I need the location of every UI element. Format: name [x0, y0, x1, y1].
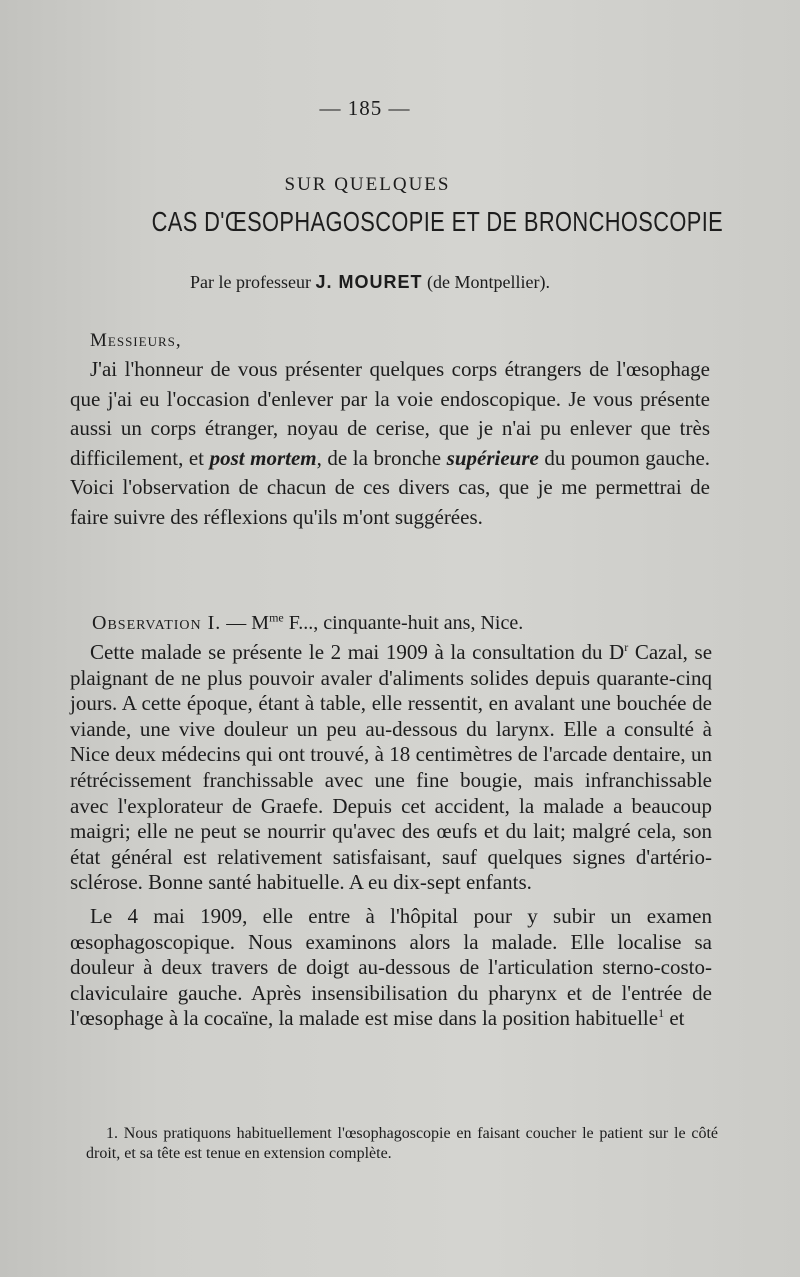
- intro-emphasis-post-mortem: post mortem: [209, 445, 317, 470]
- observation-heading: [92, 612, 523, 635]
- intro-text-3: du poumon gauche. Voici l'observation de chacun de ces divers cas, que je me permettrai de faire suivre des réflexions qu'ils m'ont suggérées.: [70, 445, 711, 529]
- intro-paragraph: [70, 355, 710, 532]
- intro-text-1: J'ai l'honneur de vous présenter quelques corps étrangers de l'œsophage que j'ai eu l'occasion d'enlever par la voie endoscopique. Je vous présente aussi un corps étranger, noyau de cerise, que je n'ai pu enlever que très difficilement, et: [70, 357, 710, 470]
- article-title: CAS D'ŒSOPHAGOSCOPIE ET DE BRONCHOSCOPIE: [151, 206, 724, 237]
- byline-suffix: (de Montpellier).: [427, 272, 550, 292]
- salutation: Messieurs,: [90, 330, 182, 351]
- article-kicker: SUR QUELQUES: [284, 174, 451, 195]
- footnote: [86, 1124, 718, 1164]
- obs-p1-sup: r: [624, 640, 629, 654]
- footnote-text: 1. Nous pratiquons habituellement l'œsophagoscopie en faisant coucher le patient sur le côté droit, et sa tête est tenue en extension complète.: [86, 1125, 718, 1162]
- observation-label: Observation I.: [92, 612, 222, 634]
- byline-prefix: Par le professeur: [190, 272, 311, 292]
- observation-paragraph-1: [70, 640, 712, 896]
- page-number: — 185 —: [319, 96, 411, 120]
- intro-emphasis-superieure: supérieure: [446, 445, 539, 470]
- obs-p2-text-1: Le 4 mai 1909, elle entre à l'hôpital pour y subir un examen œsophagoscopique. Nous examinons alors la malade. Elle localise sa douleur à deux travers de doigt au-dessous de l'articulation sterno-costo-claviculaire gauche. Après insensibilisation du pharynx et de l'entrée de l'œsophage à la cocaïne, la malade est mise dans la position habituelle: [70, 903, 712, 1031]
- patient-description: F..., cinquante-huit ans, Nice.: [288, 612, 524, 634]
- intro-text-2: , de la bronche: [316, 445, 442, 470]
- obs-p2-text-2: et: [669, 1006, 685, 1031]
- observation-body: [70, 640, 712, 1032]
- patient-sup: me: [269, 610, 284, 625]
- obs-p1-text-1: Cette malade se présente le 2 mai 1909 à la consultation du D: [90, 640, 625, 664]
- byline: [0, 272, 740, 293]
- observation-dash: —: [226, 612, 247, 634]
- footnote-marker: 1: [658, 1006, 665, 1021]
- author-name: J. MOURET: [315, 272, 423, 292]
- observation-paragraph-2: [70, 904, 712, 1032]
- obs-p1-text-2: Cazal, se plaignant de ne plus pouvoir avaler d'aliments solides depuis quarante-cinq jours. A cette époque, étant à table, elle ressentit, en avalant une bouchée de viande, une vive douleur un peu au-dessous du larynx. Elle a consulté à Nice deux médecins qui ont trouvé, à 18 centimètres de l'arcade dentaire, un rétrécissement franchissable avec une fine bougie, mais infranchissable avec l'explorateur de Graefe. Depuis cet accident, la malade a beaucoup maigri; elle ne peut se nourrir qu'avec des œufs et du lait; malgré cela, son état général est relativement satisfaisant, sauf quelques signes d'artério-sclérose. Bonne santé habituelle. A eu dix-sept enfants.: [70, 640, 713, 895]
- patient-prefix: M: [251, 612, 270, 634]
